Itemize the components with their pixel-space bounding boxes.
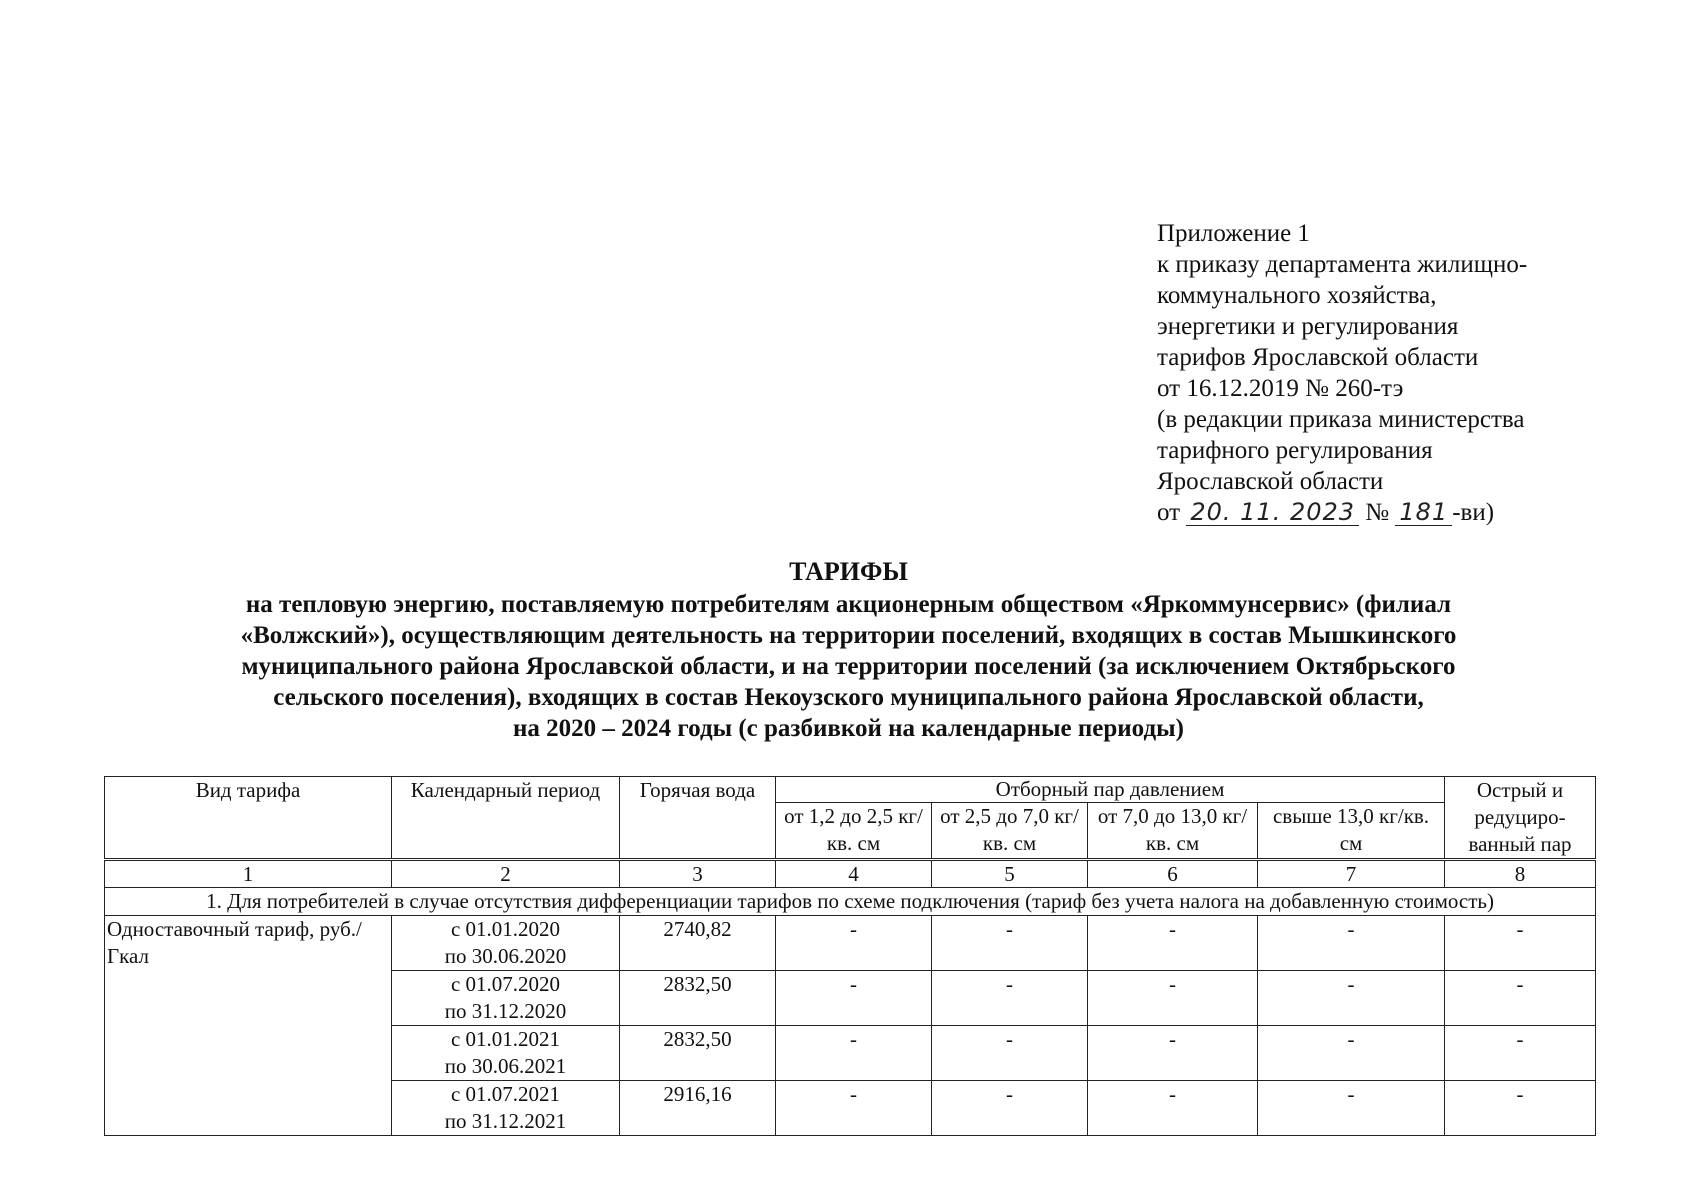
header-steam-2: от 2,5 до 7,0 кг/кв. см	[932, 802, 1088, 859]
title-line: сельского поселения), входящих в состав Некоузского муниципального района Ярославской области,	[273, 684, 1424, 711]
annex-block	[1157, 218, 1617, 528]
column-number: 2	[392, 860, 620, 888]
annex-line: Ярославской области	[1157, 468, 1384, 495]
column-number: 4	[776, 860, 932, 888]
annex-line: энергетики и регулирования	[1157, 313, 1459, 340]
annex-line: к приказу департамента жилищно-	[1157, 251, 1528, 278]
steam-2-value: -	[932, 916, 1088, 971]
steam-4-value: -	[1258, 916, 1445, 971]
title-line: на 2020 – 2024 годы (с разбивкой на календарные периоды)	[513, 715, 1184, 742]
header-hot-water: Горячая вода	[620, 777, 776, 860]
header-row	[105, 777, 1596, 803]
steam-3-value: -	[1088, 916, 1258, 971]
hot-water-value: 2740,82	[620, 916, 776, 971]
title-line: «Волжский»), осуществляющим деятельность на территории поселений, входящих в состав Мышкинского	[240, 622, 1457, 649]
header-steam-group: Отборный пар давлением	[776, 777, 1445, 803]
period-to: по 31.12.2021	[444, 1109, 567, 1133]
column-number: 3	[620, 860, 776, 888]
table-row	[105, 916, 1596, 971]
document-title-block	[80, 556, 1617, 744]
annex-line: от 16.12.2019 № 260-тэ	[1157, 375, 1404, 402]
period-to: по 30.06.2021	[444, 1054, 567, 1078]
section-row	[105, 888, 1596, 916]
column-number: 7	[1258, 860, 1445, 888]
edition-date-handwritten: 20. 11. 2023	[1186, 499, 1359, 526]
edition-prefix: от	[1157, 499, 1181, 526]
annex-line: тарифного регулирования	[1157, 437, 1433, 464]
hot-water-value: 2916,16	[620, 1081, 776, 1136]
period-cell	[392, 916, 620, 971]
annex-line: Приложение 1	[1157, 220, 1310, 247]
steam-4-value: -	[1258, 1081, 1445, 1136]
steam-1-value: -	[776, 971, 932, 1026]
steam-1-value: -	[776, 1081, 932, 1136]
sharp-steam-value: -	[1445, 1026, 1596, 1081]
header-steam-3: от 7,0 до 13,0 кг/кв. см	[1088, 802, 1258, 859]
header-tariff-type: Вид тарифа	[105, 777, 392, 860]
column-number: 6	[1088, 860, 1258, 888]
period-from: с 01.01.2021	[450, 1027, 561, 1051]
edition-line	[1157, 497, 1617, 528]
sharp-steam-value: -	[1445, 971, 1596, 1026]
period-cell	[392, 971, 620, 1026]
header-sharp-steam: Острый и редуциро-ванный пар	[1445, 777, 1596, 860]
document-title: ТАРИФЫ	[789, 557, 908, 586]
period-from: с 01.01.2020	[450, 917, 561, 941]
column-number: 8	[1445, 860, 1596, 888]
column-number: 5	[932, 860, 1088, 888]
steam-4-value: -	[1258, 1026, 1445, 1081]
hot-water-value: 2832,50	[620, 1026, 776, 1081]
column-number: 1	[105, 860, 392, 888]
steam-3-value: -	[1088, 1081, 1258, 1136]
period-from: с 01.07.2020	[450, 972, 561, 996]
steam-3-value: -	[1088, 1026, 1258, 1081]
header-steam-1: от 1,2 до 2,5 кг/кв. см	[776, 802, 932, 859]
steam-2-value: -	[932, 1081, 1088, 1136]
steam-1-value: -	[776, 1026, 932, 1081]
sharp-steam-value: -	[1445, 916, 1596, 971]
annex-line: (в редакции приказа министерства	[1157, 406, 1525, 433]
tariff-label: Одноставочный тариф, руб./Гкал	[105, 916, 392, 1136]
period-cell	[392, 1026, 620, 1081]
title-line: муниципального района Ярославской области, и на территории поселений (за исключением Октябрьского	[241, 653, 1456, 680]
annex-line: тарифов Ярославской области	[1157, 344, 1479, 371]
header-steam-4: свыше 13,0 кг/кв. см	[1258, 802, 1445, 859]
section-title: 1. Для потребителей в случае отсутствия дифференциации тарифов по схеме подключения (тариф без учета налога на добавленную стоимость)	[105, 888, 1596, 916]
steam-3-value: -	[1088, 971, 1258, 1026]
steam-2-value: -	[932, 1026, 1088, 1081]
edition-suffix: -ви)	[1452, 499, 1495, 526]
tariffs-table	[104, 776, 1596, 1136]
sharp-steam-value: -	[1445, 1081, 1596, 1136]
hot-water-value: 2832,50	[620, 971, 776, 1026]
period-from: с 01.07.2021	[450, 1082, 561, 1106]
edition-number-sign: №	[1365, 499, 1390, 526]
steam-1-value: -	[776, 916, 932, 971]
header-calendar-period: Календарный период	[392, 777, 620, 860]
steam-2-value: -	[932, 971, 1088, 1026]
edition-number-handwritten: 181	[1395, 499, 1452, 526]
annex-line: коммунального хозяйства,	[1157, 282, 1437, 309]
column-numbers-row	[105, 860, 1596, 888]
title-line: на тепловую энергию, поставляемую потребителям акционерным обществом «Яркоммунсервис» (филиал	[245, 591, 1452, 618]
period-to: по 31.12.2020	[444, 999, 567, 1023]
period-to: по 30.06.2020	[444, 944, 567, 968]
steam-4-value: -	[1258, 971, 1445, 1026]
period-cell	[392, 1081, 620, 1136]
